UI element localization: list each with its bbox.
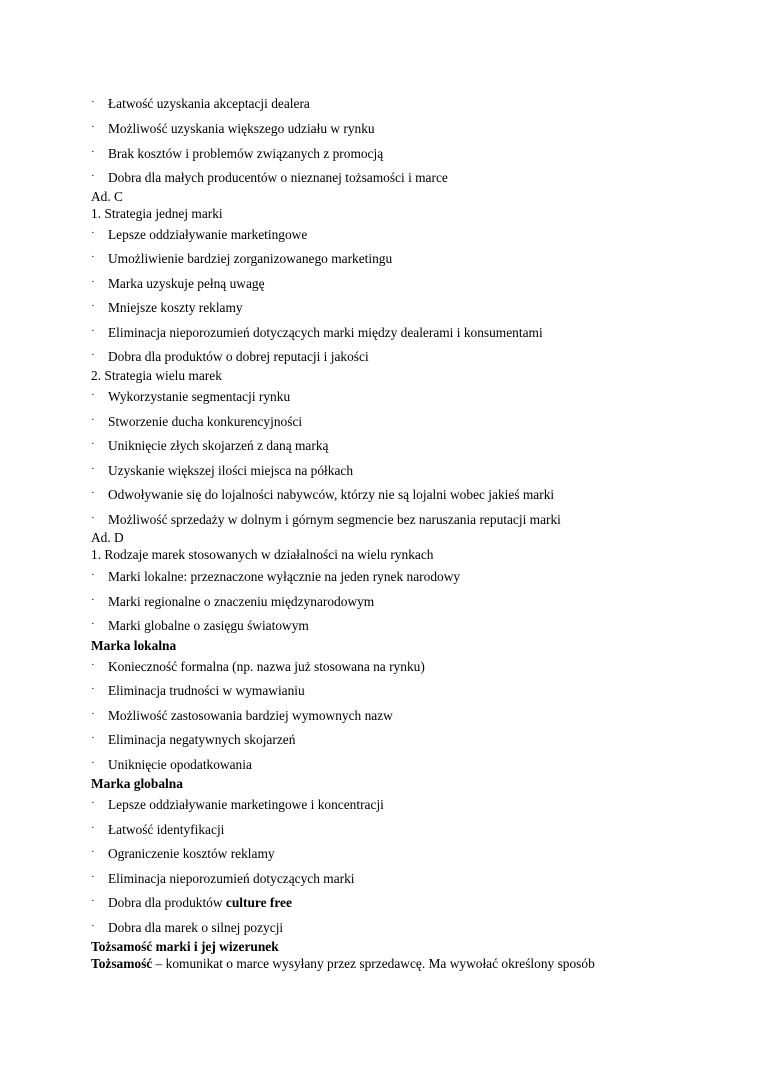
bullet-dot: · (91, 325, 95, 337)
list-item-text: Eliminacja trudności w wymawianiu (108, 683, 305, 698)
list-item-text: Mniejsze koszty reklamy (108, 300, 243, 315)
bullet-dot: · (91, 251, 95, 263)
identity-definition (91, 956, 595, 972)
list-item-text: Marki globalne o zasięgu światowym (108, 618, 309, 633)
bullet-dot: · (91, 920, 95, 932)
list-item-text: Uniknięcie złych skojarzeń z daną marką (108, 438, 329, 453)
list-item-text: Dobra dla małych producentów o nieznanej tożsamości i marce (108, 170, 448, 185)
bullet-dot: · (91, 757, 95, 769)
bullet-dot: · (91, 846, 95, 858)
list-item-text: Ograniczenie kosztów reklamy (108, 846, 275, 861)
list-item-text: Możliwość sprzedaży w dolnym i górnym segmencie bez naruszania reputacji marki (108, 512, 561, 527)
list-item-text: Stworzenie ducha konkurencyjności (108, 414, 303, 429)
list-item-text: Uniknięcie opodatkowania (108, 757, 252, 772)
bullet-dot: · (91, 708, 95, 720)
bullet-dot: · (91, 487, 95, 499)
list-item-text: Brak kosztów i problemów związanych z promocją (108, 146, 384, 161)
heading-local-brand: Marka lokalna (91, 638, 177, 653)
bullet-dot: · (91, 414, 95, 426)
list-item-text (108, 895, 292, 911)
bullet-dot: · (91, 895, 95, 907)
list-item-text: Umożliwienie bardziej zorganizowanego marketingu (108, 251, 393, 266)
section-label-ad-c: Ad. C (91, 189, 123, 204)
section-title-strategy-one: 1. Strategia jednej marki (91, 206, 223, 221)
culture-free-term: culture free (225, 895, 292, 910)
list-item-text: Marka uzyskuje pełną uwagę (108, 276, 265, 291)
section-label-ad-d: Ad. D (91, 530, 124, 545)
identity-term: Tożsamość (91, 956, 153, 971)
bullet-dot: · (91, 797, 95, 809)
bullet-dot: · (91, 227, 95, 239)
heading-global-brand: Marka globalna (91, 776, 183, 791)
bullet-dot: · (91, 170, 95, 182)
bullet-dot: · (91, 822, 95, 834)
section-title-strategy-many: 2. Strategia wielu marek (91, 368, 222, 383)
list-item-text: Odwoływanie się do lojalności nabywców, którzy nie są lojalni wobec jakieś marki (108, 487, 555, 502)
bullet-dot: · (91, 683, 95, 695)
list-item-text: Marki regionalne o znaczeniu międzynarodowym (108, 594, 375, 609)
list-item-text: Eliminacja negatywnych skojarzeń (108, 732, 296, 747)
bullet-dot: · (91, 569, 95, 581)
bullet-dot: · (91, 732, 95, 744)
bullet-dot: · (91, 146, 95, 158)
bullet-dot: · (91, 438, 95, 450)
list-item-text: Marki lokalne: przeznaczone wyłącznie na jeden rynek narodowy (108, 569, 461, 584)
list-item-text: Lepsze oddziaływanie marketingowe i koncentracji (108, 797, 384, 812)
list-item-text: Uzyskanie większej ilości miejsca na półkach (108, 463, 354, 478)
list-item-text: Eliminacja nieporozumień dotyczących marki między dealerami i konsumentami (108, 325, 543, 340)
bullet-dot: · (91, 121, 95, 133)
list-item-text: Możliwość zastosowania bardziej wymownych nazw (108, 708, 393, 723)
bullet-dot: · (91, 618, 95, 630)
bullet-dot: · (91, 276, 95, 288)
list-item-text: Dobra dla produktów o dobrej reputacji i jakości (108, 349, 369, 364)
list-item-text: Łatwość uzyskania akceptacji dealera (108, 96, 310, 111)
bullet-dot: · (91, 96, 95, 108)
identity-definition-text: – komunikat o marce wysyłany przez sprzedawcę. Ma wywołać określony sposób (152, 956, 595, 971)
bullet-dot: · (91, 389, 95, 401)
list-item-text: Konieczność formalna (np. nazwa już stosowana na rynku) (108, 659, 425, 674)
list-item-text: Dobra dla marek o silnej pozycji (108, 920, 284, 935)
bullet-dot: · (91, 300, 95, 312)
bullet-dot: · (91, 349, 95, 361)
list-item-text: Lepsze oddziaływanie marketingowe (108, 227, 308, 242)
list-item-text: Eliminacja nieporozumień dotyczących marki (108, 871, 355, 886)
bullet-dot: · (91, 512, 95, 524)
culture-free-prefix: Dobra dla produktów (108, 895, 226, 910)
list-item-text: Możliwość uzyskania większego udziału w rynku (108, 121, 375, 136)
list-item-text: Łatwość identyfikacji (108, 822, 225, 837)
bullet-dot: · (91, 594, 95, 606)
section-title-brand-types: 1. Rodzaje marek stosowanych w działalności na wielu rynkach (91, 547, 434, 562)
bullet-dot: · (91, 463, 95, 475)
list-item-text: Wykorzystanie segmentacji rynku (108, 389, 291, 404)
bullet-dot: · (91, 659, 95, 671)
bullet-dot: · (91, 871, 95, 883)
heading-brand-identity: Tożsamość marki i jej wizerunek (91, 939, 279, 954)
